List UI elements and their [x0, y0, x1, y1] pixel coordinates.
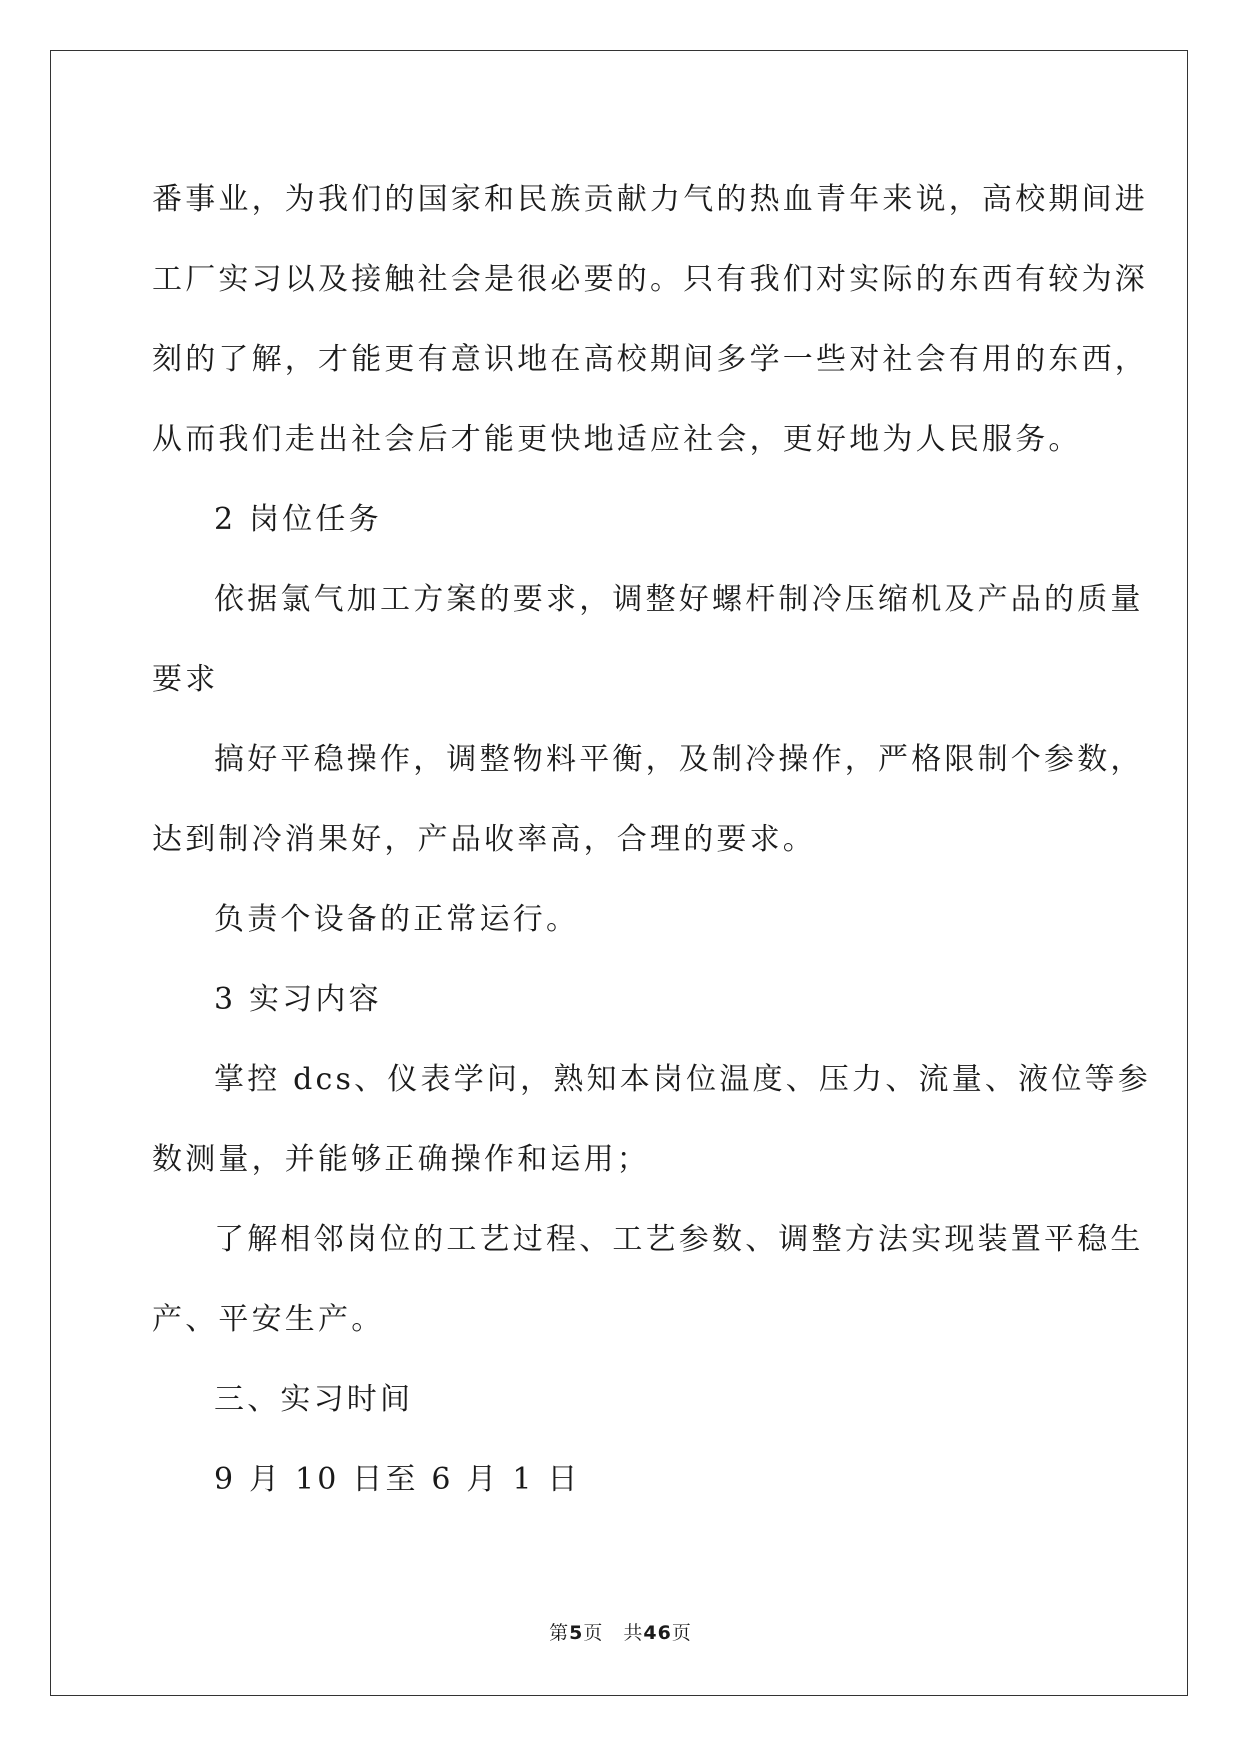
paragraph-line: 从而我们走出社会后才能更快地适应社会，更好地为人民服务。	[152, 422, 1082, 457]
total-prefix: 共	[623, 1622, 644, 1644]
paragraph-line: 要求	[152, 662, 219, 697]
paragraph-line: 刻的了解，才能更有意识地在高校期间多学一些对社会有用的东西，	[152, 342, 1148, 377]
paragraph-line: 搞好平稳操作，调整物料平衡，及制冷操作，严格限制个参数，	[214, 742, 1144, 777]
paragraph-line: 番事业，为我们的国家和民族贡献力气的热血青年来说，高校期间进	[152, 182, 1148, 217]
date-range: 9 月 10 日至 6 月 1 日	[214, 1462, 581, 1497]
total-suffix: 页	[671, 1622, 692, 1644]
paragraph-line: 产、平安生产。	[152, 1302, 385, 1337]
paragraph-line: 负责个设备的正常运行。	[214, 902, 580, 937]
page-suffix: 页	[583, 1622, 604, 1644]
paragraph-line: 了解相邻岗位的工艺过程、工艺参数、调整方法实现装置平稳生	[214, 1222, 1144, 1257]
section-heading: 2 岗位任务	[214, 502, 382, 537]
paragraph-line: 工厂实习以及接触社会是很必要的。只有我们对实际的东西有较为深	[152, 262, 1148, 297]
page-footer	[0, 1618, 1241, 1645]
paragraph-line: 数测量，并能够正确操作和运用；	[152, 1142, 650, 1177]
page-number: 5	[569, 1622, 584, 1644]
page-prefix: 第	[549, 1622, 570, 1644]
section-heading: 三、实习时间	[214, 1382, 414, 1417]
total-pages: 46	[643, 1622, 672, 1644]
section-heading: 3 实习内容	[214, 982, 382, 1017]
paragraph-line: 达到制冷消果好，产品收率高，合理的要求。	[152, 822, 816, 857]
paragraph-line: 掌控 dcs、仪表学问，熟知本岗位温度、压力、流量、液位等参	[214, 1062, 1151, 1097]
paragraph-line: 依据氯气加工方案的要求，调整好螺杆制冷压缩机及产品的质量	[214, 582, 1144, 617]
document-body	[152, 160, 1151, 1520]
